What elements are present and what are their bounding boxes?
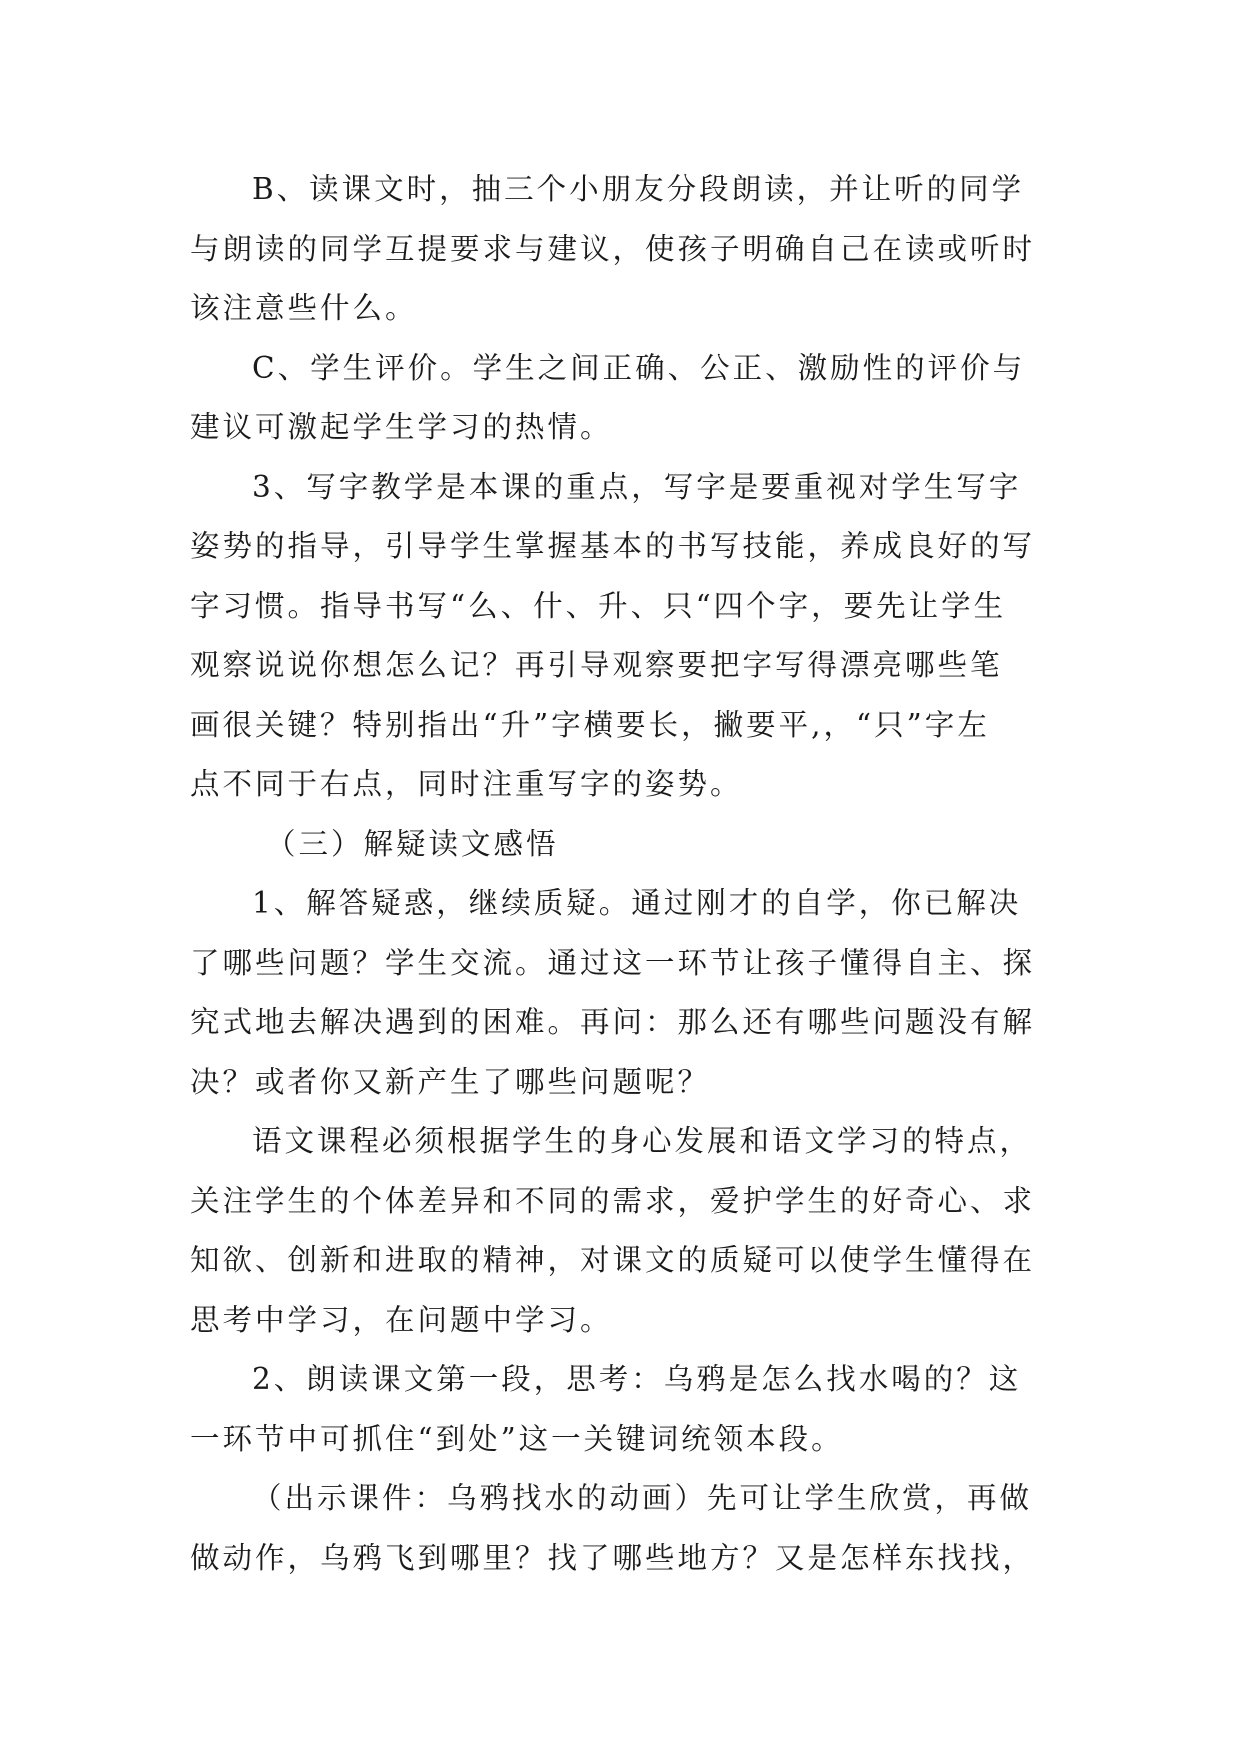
text-line: 究式地去解决遇到的困难。再问：那么还有哪些问题没有解 [190,1005,1036,1039]
document-body [190,160,1060,1588]
paragraph-courseware [190,1469,1060,1588]
text-line: （出示课件：乌鸦找水的动画）先可让学生欣赏，再做 [252,1481,1033,1515]
paragraph-c [190,339,1060,458]
text-line: 观察说说你想怎么记？再引导观察要把字写得漂亮哪些笔 [190,648,1003,682]
text-line: 建议可激起学生学习的热情。 [190,410,613,444]
text-line: 思考中学习，在问题中学习。 [190,1302,613,1337]
section-heading [190,815,1060,875]
text-line: 语文课程必须根据学生的身心发展和语文学习的特点， [252,1124,1033,1158]
text-line: 姿势的指导，引导学生掌握基本的书写技能，养成良好的写 [190,529,1036,563]
text-line: 知欲、创新和进取的精神，对课文的质疑可以使学生懂得在 [190,1243,1036,1277]
text-line: B、读课文时，抽三个小朋友分段朗读，并让听的同学 [252,172,1025,206]
text-line: C、学生评价。学生之间正确、公正、激励性的评价与 [252,350,1026,385]
paragraph-b [190,160,1060,339]
text-line: 做动作，乌鸦飞到哪里？找了哪些地方？又是怎样东找找， [190,1540,1036,1575]
text-line: 字习惯。指导书写“么、什、升、只“四个字，要先让学生 [190,588,1007,623]
text-line: 3、写字教学是本课的重点，写字是要重视对学生写字 [252,469,1022,504]
text-line: 了哪些问题？学生交流。通过这一环节让孩子懂得自主、探 [190,945,1036,980]
paragraph-writing-teaching [190,458,1060,815]
text-line: 与朗读的同学互提要求与建议，使孩子明确自己在读或听时 [190,231,1036,266]
text-line: 画很关键？特别指出“升”字横要长，撇要平,，“只”字左 [190,707,990,742]
text-line: 关注学生的个体差异和不同的需求，爱护学生的好奇心、求 [190,1183,1036,1218]
text-line: 1、解答疑惑，继续质疑。通过刚才的自学，你已解决 [252,886,1022,920]
section-heading-text: （三）解疑读文感悟 [266,826,559,861]
paragraph-answer-doubts [190,874,1060,1112]
text-line: 该注意些什么。 [190,291,418,325]
text-line: 2、朗读课文第一段，思考：乌鸦是怎么找水喝的？这 [252,1362,1022,1396]
text-line: 一环节中可抓住“到处”这一关键词统领本段。 [190,1421,844,1456]
text-line: 点不同于右点，同时注重写字的姿势。 [190,767,743,801]
paragraph-read-first-section [190,1350,1060,1469]
paragraph-chinese-curriculum [190,1112,1060,1350]
text-line: 决？或者你又新产生了哪些问题呢？ [190,1064,711,1099]
